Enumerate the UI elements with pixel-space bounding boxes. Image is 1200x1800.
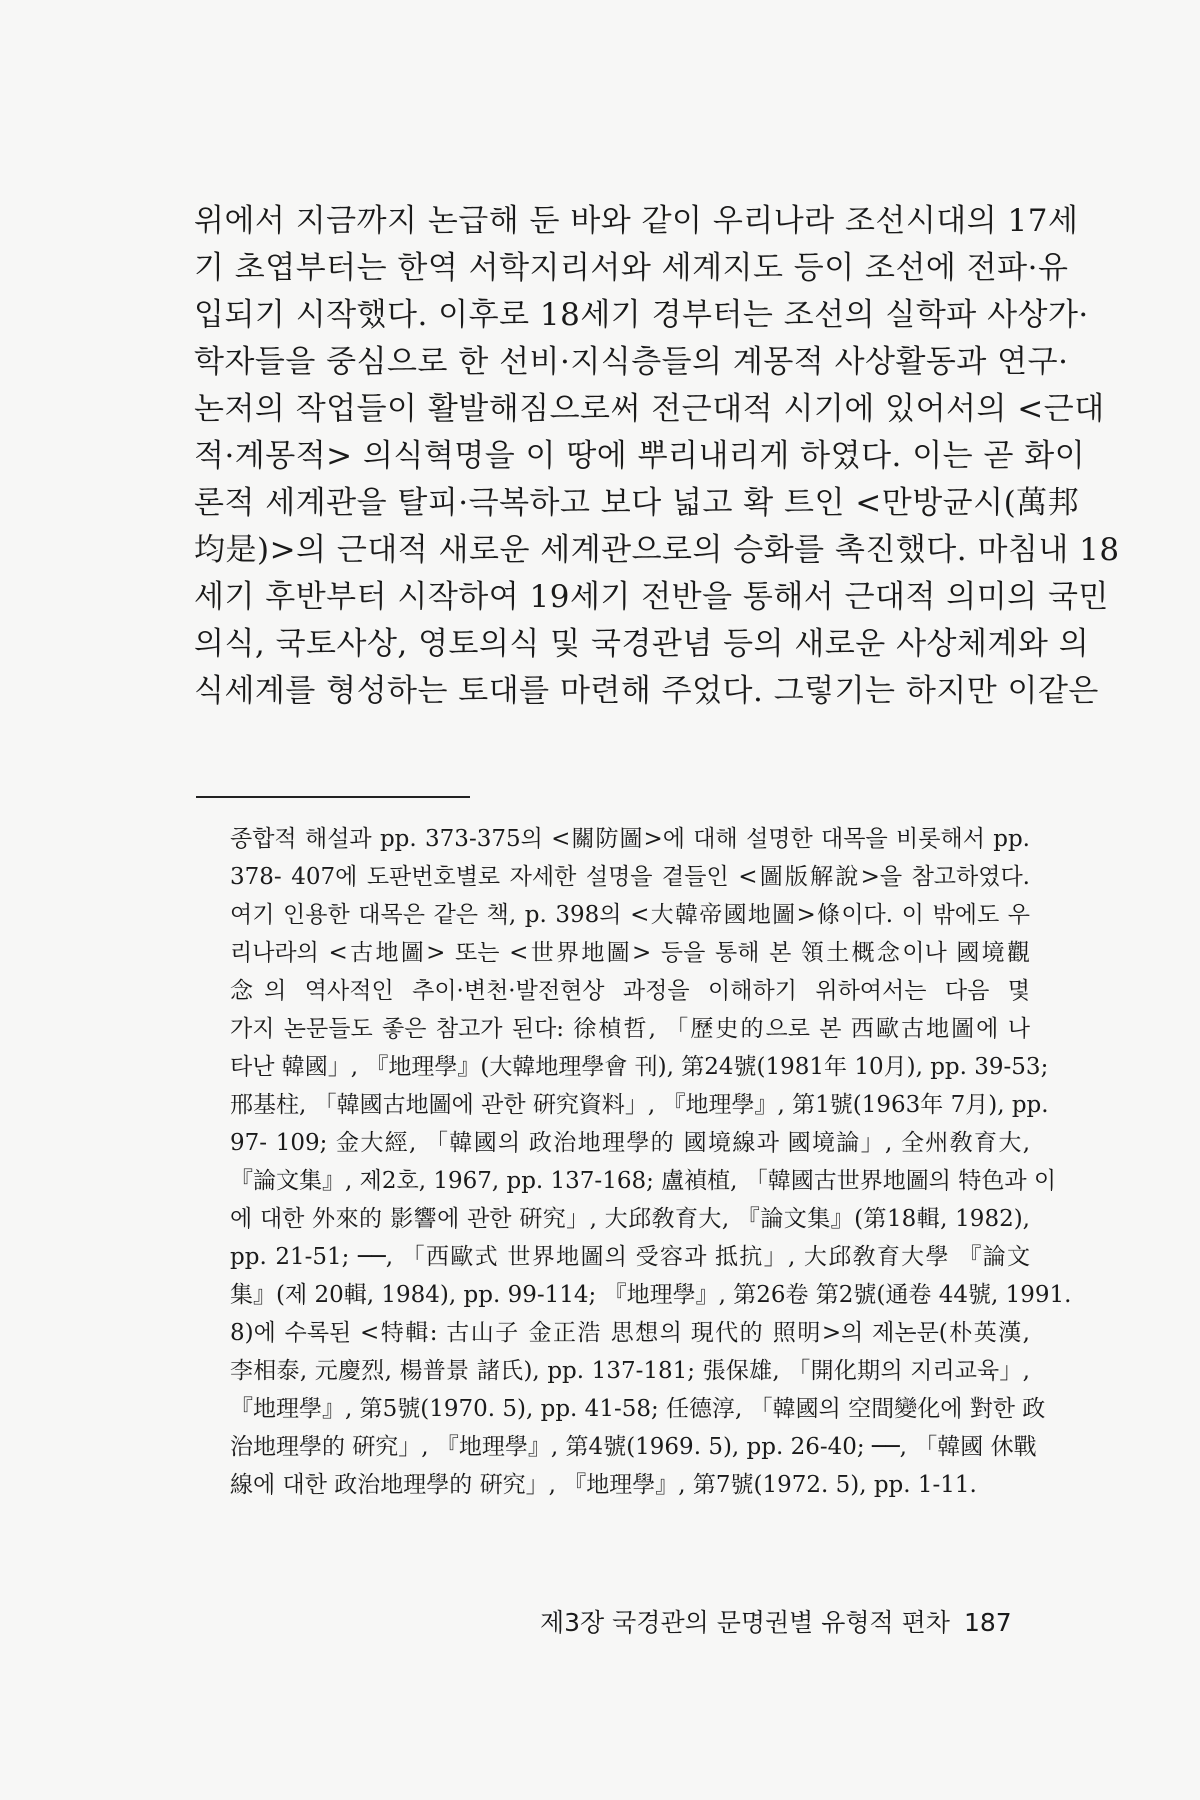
footnote-line: 여기 인용한 대목은 같은 책, p. 398의 <大韓帝國地圖>條이다. 이 밖에도 우 xyxy=(230,902,1030,928)
body-text-line: 식세계를 형성하는 토대를 마련해 주었다. 그렇기는 하지만 이같은 xyxy=(194,673,1099,709)
chapter-title: 제3장 국경관의 문명권별 유형적 편차 xyxy=(540,1608,950,1637)
footnote-line: 『論文集』, 제2호, 1967, pp. 137-168; 盧禎植, 「韓國古世界地圖의 特色과 이 xyxy=(230,1168,1057,1194)
footnote-divider xyxy=(196,796,470,798)
footnote-line: 『地理學』, 第5號(1970. 5), pp. 41-58; 任德淳, 「韓國의 空間變化에 對한 政 xyxy=(230,1396,1046,1422)
running-footer xyxy=(540,1606,1012,1640)
footnote-line: 李相泰, 元慶烈, 楊普景 諸氏), pp. 137-181; 張保雄, 「開化期의 지리교육」, xyxy=(230,1358,1030,1384)
footnote-line: 378- 407에 도판번호별로 자세한 설명을 곁들인 <圖版解說>을 참고하였다. xyxy=(230,864,1030,890)
footnote-line: 治地理學的 硏究」, 『地理學』, 第4號(1969. 5), pp. 26-40; ──, 「韓國 休戰 xyxy=(230,1434,1037,1460)
body-text-line: 논저의 작업들이 활발해짐으로써 전근대적 시기에 있어서의 <근대 xyxy=(194,391,1105,427)
body-text-line: 론적 세계관을 탈피·극복하고 보다 넓고 확 트인 <만방균시(萬邦 xyxy=(194,485,1080,521)
footnote-line: pp. 21-51; ──, 「西歐式 世界地圖의 受容과 抵抗」, 大邱敎育大學 『論文 xyxy=(230,1244,1030,1270)
footnote-line: 타난 韓國」, 『地理學』(大韓地理學會 刊), 第24號(1981年 10月), pp. 39-53; xyxy=(230,1054,1049,1080)
footnote xyxy=(230,820,1072,1504)
footnote-line: 97- 109; 金大經, 「韓國의 政治地理學的 國境線과 國境論」, 全州敎育大, xyxy=(230,1130,1030,1156)
footnote-line: 에 대한 外來的 影響에 관한 硏究」, 大邱敎育大, 『論文集』(第18輯, 1982), xyxy=(230,1206,1030,1232)
body-text-line: 적·계몽적> 의식혁명을 이 땅에 뿌리내리게 하였다. 이는 곧 화이 xyxy=(194,438,1086,474)
footnote-line: 종합적 해설과 pp. 373-375의 <關防圖>에 대해 설명한 대목을 비롯해서 pp. xyxy=(230,826,1030,852)
page-number: 187 xyxy=(963,1608,1012,1637)
body-text xyxy=(194,198,1120,715)
footnote-line: 邢基柱, 「韓國古地圖에 관한 硏究資料」, 『地理學』, 第1號(1963年 7月), pp. xyxy=(230,1092,1049,1118)
body-text-line: 입되기 시작했다. 이후로 18세기 경부터는 조선의 실학파 사상가· xyxy=(194,297,1089,333)
footnote-line: 8)에 수록된 <特輯: 古山子 金正浩 思想의 現代的 照明>의 제논문(朴英漢, xyxy=(230,1320,1030,1346)
footnote-line: 리나라의 <古地圖> 또는 <世界地圖> 등을 통해 본 領土概念이나 國境觀 xyxy=(230,940,1030,966)
body-text-line: 세기 후반부터 시작하여 19세기 전반을 통해서 근대적 의미의 국민 xyxy=(194,579,1109,615)
footnote-line: 가지 논문들도 좋은 참고가 된다: 徐楨哲, 「歷史的으로 본 西歐古地圖에 나 xyxy=(230,1016,1030,1042)
body-text-line: 均是)>의 근대적 새로운 세계관으로의 승화를 촉진했다. 마침내 18 xyxy=(194,532,1120,568)
body-text-line: 의식, 국토사상, 영토의식 및 국경관념 등의 새로운 사상체계와 의 xyxy=(194,626,1090,662)
body-text-line: 학자들을 중심으로 한 선비·지식층들의 계몽적 사상활동과 연구· xyxy=(194,344,1069,380)
footnote-line: 念의 역사적인 추이·변천·발전현상 과정을 이해하기 위하여서는 다음 몇 xyxy=(230,978,1030,1004)
footnote-line: 線에 대한 政治地理學的 硏究」, 『地理學』, 第7號(1972. 5), pp. 1-11. xyxy=(230,1472,977,1498)
body-text-line: 위에서 지금까지 논급해 둔 바와 같이 우리나라 조선시대의 17세 xyxy=(194,203,1079,239)
body-text-line: 기 초엽부터는 한역 서학지리서와 세계지도 등이 조선에 전파·유 xyxy=(194,250,1069,286)
footnote-line: 集』(제 20輯, 1984), pp. 99-114; 『地理學』, 第26卷 第2號(通卷 44號, 1991. xyxy=(230,1282,1072,1308)
